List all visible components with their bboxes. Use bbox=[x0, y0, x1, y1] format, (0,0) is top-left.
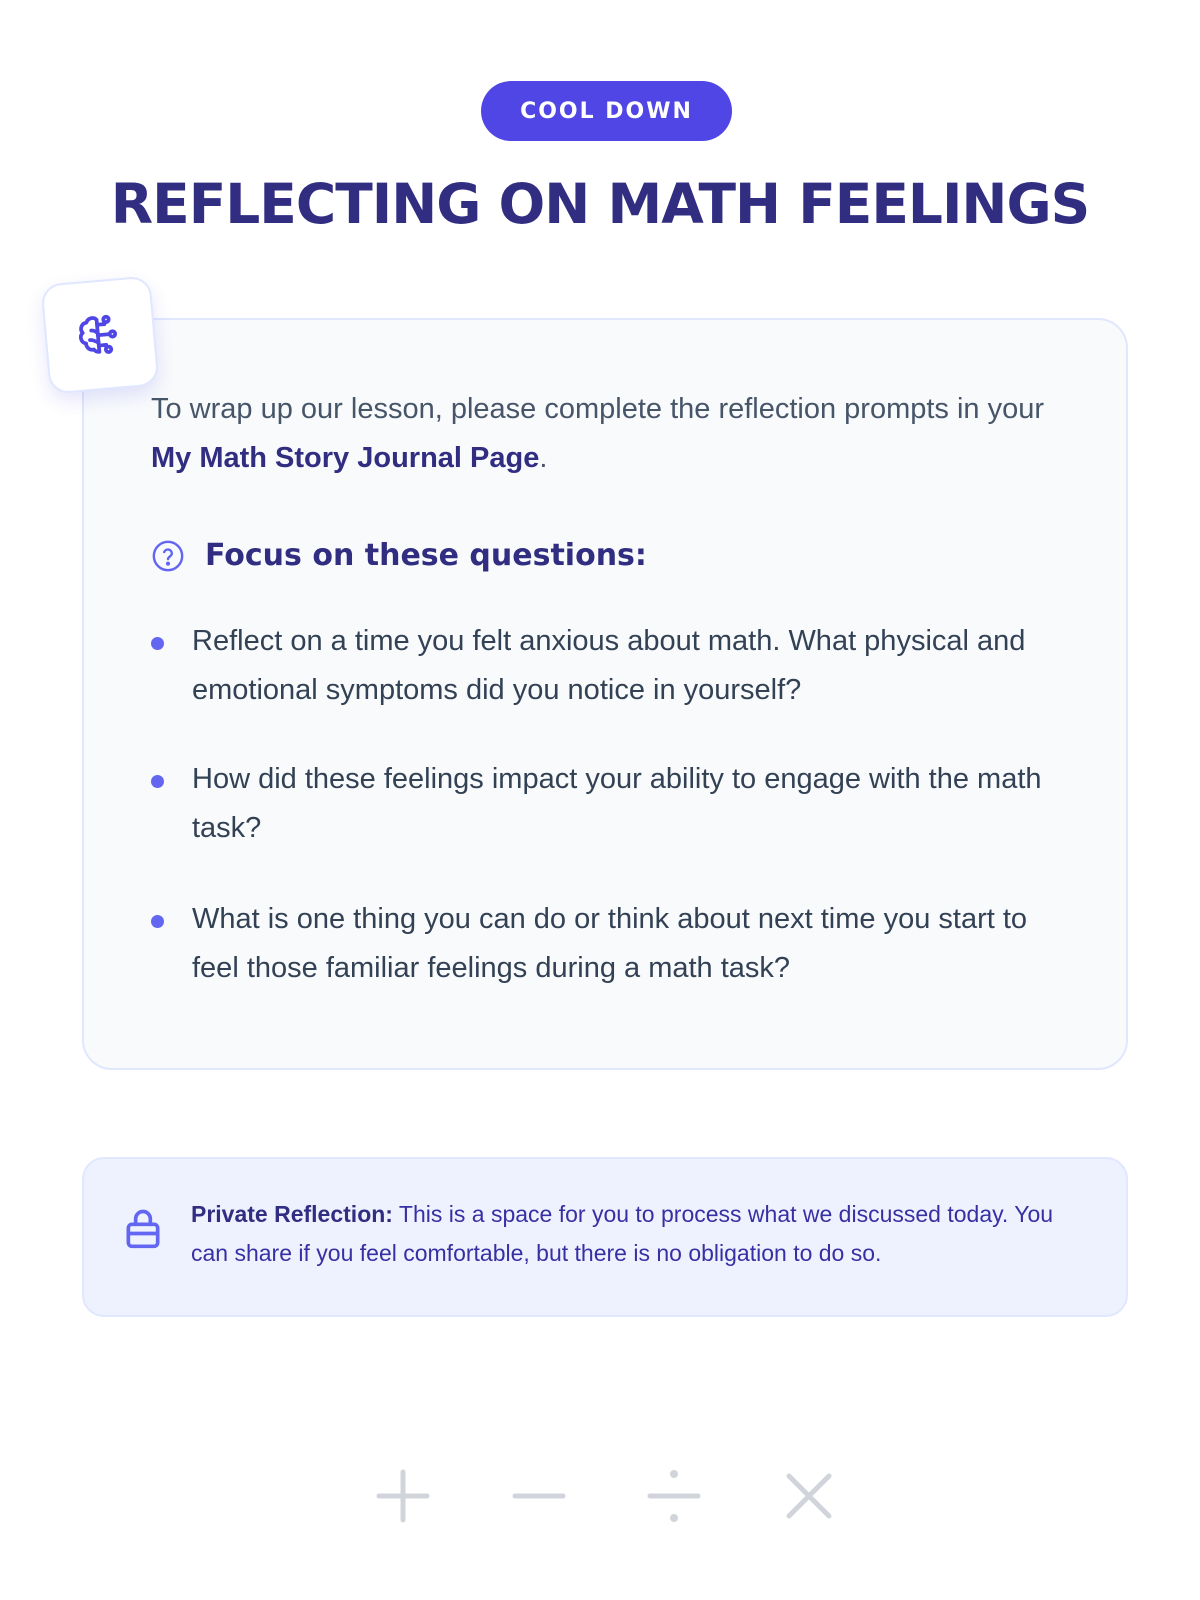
divide-icon bbox=[646, 1468, 702, 1524]
privacy-note bbox=[82, 1157, 1128, 1317]
privacy-note-label: Private Reflection: bbox=[191, 1201, 393, 1227]
math-symbols-row bbox=[0, 1460, 1200, 1530]
question-text: How did these feelings impact your ability to engage with the math task? bbox=[192, 763, 1042, 844]
section-badge: COOL DOWN bbox=[481, 81, 732, 141]
minus-icon bbox=[511, 1468, 567, 1524]
bullet-dot bbox=[151, 915, 164, 928]
plus-icon bbox=[375, 1468, 431, 1524]
brain-icon bbox=[73, 308, 127, 362]
times-icon bbox=[781, 1468, 837, 1524]
bullet-dot bbox=[151, 637, 164, 650]
question-circle-icon bbox=[151, 539, 185, 573]
page-title: REFLECTING ON MATH FEELINGS bbox=[110, 172, 1090, 236]
intro-prefix: To wrap up our lesson, please complete the reflection prompts in your bbox=[151, 393, 1045, 425]
intro-text bbox=[151, 385, 1071, 483]
focus-heading-label: Focus on these questions: bbox=[205, 538, 647, 573]
lock-icon bbox=[124, 1206, 162, 1250]
question-text: What is one thing you can do or think about next time you start to feel those familiar feelings during a math task? bbox=[192, 903, 1028, 984]
brain-icon-tile bbox=[40, 275, 159, 394]
privacy-note-body: This is a space for you to process what we discussed today. You can share if you feel comfortable, but there is no obligation to do so. bbox=[191, 1201, 1054, 1266]
privacy-note-text bbox=[191, 1195, 1091, 1273]
intro-suffix: . bbox=[539, 442, 548, 474]
question-text: Reflect on a time you felt anxious about math. What physical and emotional symptoms did you notice in yourself? bbox=[192, 625, 1026, 706]
bullet-dot bbox=[151, 775, 164, 788]
focus-heading bbox=[151, 538, 647, 573]
journal-page-name: My Math Story Journal Page bbox=[151, 442, 540, 474]
